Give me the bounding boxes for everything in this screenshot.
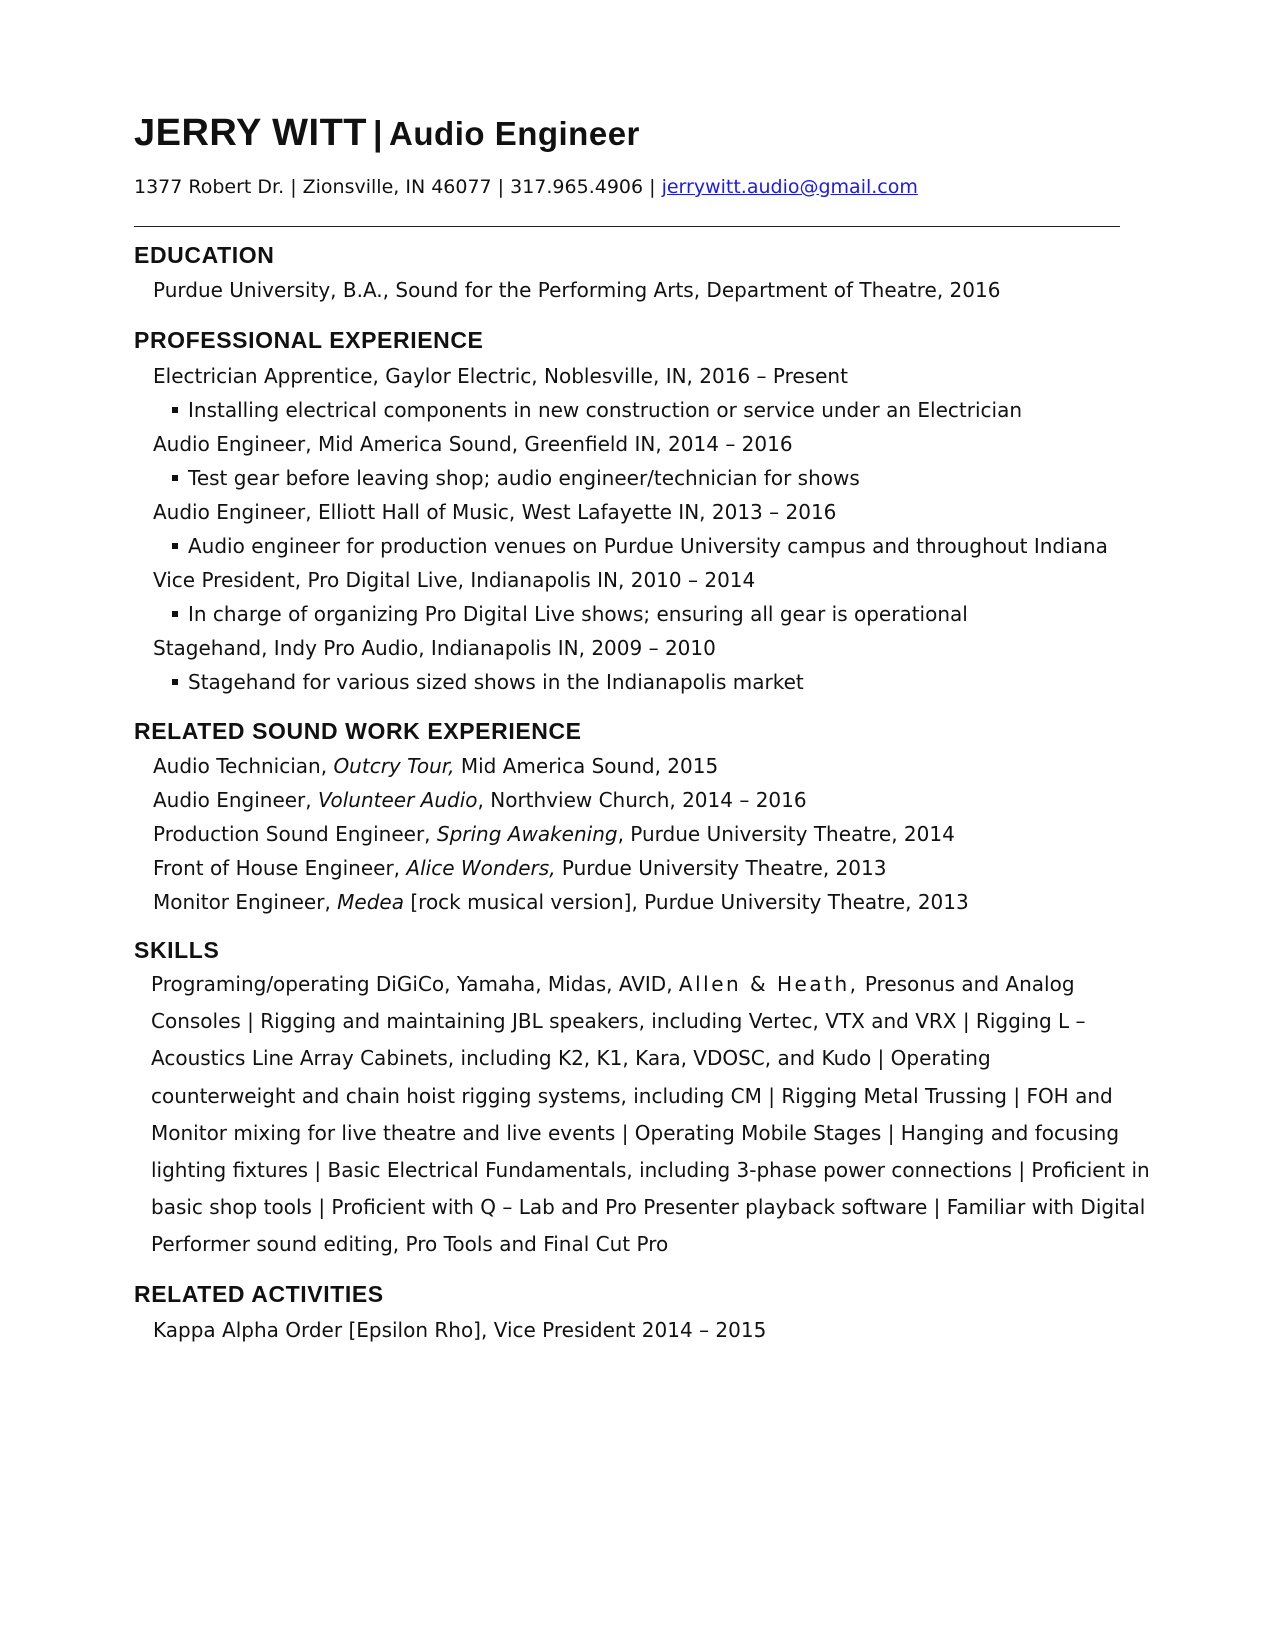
related-work-item: Front of House Engineer, Alice Wonders, Purdue University Theatre, 2013 — [153, 856, 887, 880]
job-role: Audio Engineer, Mid America Sound, Greenfield IN, 2014 – 2016 — [153, 432, 793, 456]
contact-line — [134, 176, 918, 198]
job-role: Electrician Apprentice, Gaylor Electric, Noblesville, IN, 2016 – Present — [153, 364, 848, 388]
job-detail — [172, 466, 860, 490]
header-divider — [134, 226, 1120, 227]
job-detail — [172, 534, 1108, 558]
skills-heading: SKILLS — [134, 937, 220, 963]
job-role: Vice President, Pro Digital Live, Indianapolis IN, 2010 – 2014 — [153, 568, 756, 592]
related-work-item: Monitor Engineer, Medea [rock musical version], Purdue University Theatre, 2013 — [153, 890, 969, 914]
job-detail-text: Test gear before leaving shop; audio engineer/technician for shows — [188, 466, 860, 490]
title-separator: | — [373, 115, 384, 153]
related-work-item: Audio Engineer, Volunteer Audio, Northview Church, 2014 – 2016 — [153, 788, 807, 812]
bullet-square-icon — [172, 543, 178, 549]
skills-line: Consoles | Rigging and maintaining JBL speakers, including Vertec, VTX and VRX | Rigging L – — [151, 1009, 1086, 1034]
bullet-square-icon — [172, 407, 178, 413]
professional-experience-heading: PROFESSIONAL EXPERIENCE — [134, 327, 484, 353]
skills-line: Monitor mixing for live theatre and live events | Operating Mobile Stages | Hanging and focusing — [151, 1120, 1120, 1145]
resume-header-title — [134, 112, 640, 155]
skills-paragraph — [151, 966, 1150, 1264]
job-detail — [172, 670, 804, 694]
skills-line: Acoustics Line Array Cabinets, including K2, K1, Kara, VDOSC, and Kudo | Operating — [151, 1046, 991, 1071]
related-activities-heading: RELATED ACTIVITIES — [134, 1281, 384, 1307]
email-link[interactable]: jerrywitt.audio@gmail.com — [661, 176, 918, 198]
job-detail-text: Installing electrical components in new construction or service under an Electrician — [188, 398, 1023, 422]
job-detail-text: In charge of organizing Pro Digital Live shows; ensuring all gear is operational — [188, 602, 968, 626]
skills-line: counterweight and chain hoist rigging systems, including CM | Rigging Metal Trussing | FOH and — [151, 1083, 1113, 1108]
education-heading: EDUCATION — [134, 242, 275, 268]
job-role: Stagehand, Indy Pro Audio, Indianapolis IN, 2009 – 2010 — [153, 636, 716, 660]
job-detail-text: Stagehand for various sized shows in the Indianapolis market — [188, 670, 804, 694]
job-detail-text: Audio engineer for production venues on Purdue University campus and throughout Indiana — [188, 534, 1108, 558]
related-sound-work-heading: RELATED SOUND WORK EXPERIENCE — [134, 718, 582, 744]
bullet-square-icon — [172, 611, 178, 617]
bullet-square-icon — [172, 679, 178, 685]
bullet-square-icon — [172, 475, 178, 481]
activity-entry: Kappa Alpha Order [Epsilon Rho], Vice President 2014 – 2015 — [153, 1318, 767, 1342]
page-footer-artifact — [134, 1550, 374, 1556]
skills-line: lighting fixtures | Basic Electrical Fundamentals, including 3-phase power connections | Proficient in — [151, 1158, 1150, 1183]
applicant-role: Audio Engineer — [389, 115, 640, 152]
job-role: Audio Engineer, Elliott Hall of Music, West Lafayette IN, 2013 – 2016 — [153, 500, 837, 524]
skills-line: Performer sound editing, Pro Tools and Final Cut Pro — [151, 1232, 669, 1257]
job-detail — [172, 602, 968, 626]
contact-address: 1377 Robert Dr. | Zionsville, IN 46077 | 317.965.4906 | — [134, 176, 656, 198]
applicant-name: JERRY WITT — [134, 112, 368, 154]
skills-line: basic shop tools | Proficient with Q – Lab and Pro Presenter playback software | Familiar with Digital — [151, 1195, 1146, 1220]
skills-line: Programing/operating DiGiCo, Yamaha, Midas, AVID, Allen & Heath, Presonus and Analog — [151, 972, 1075, 996]
job-detail — [172, 398, 1022, 422]
education-entry: Purdue University, B.A., Sound for the Performing Arts, Department of Theatre, 2016 — [153, 278, 1001, 302]
related-work-item: Audio Technician, Outcry Tour, Mid America Sound, 2015 — [153, 754, 719, 778]
related-work-item: Production Sound Engineer, Spring Awakening, Purdue University Theatre, 2014 — [153, 822, 955, 846]
